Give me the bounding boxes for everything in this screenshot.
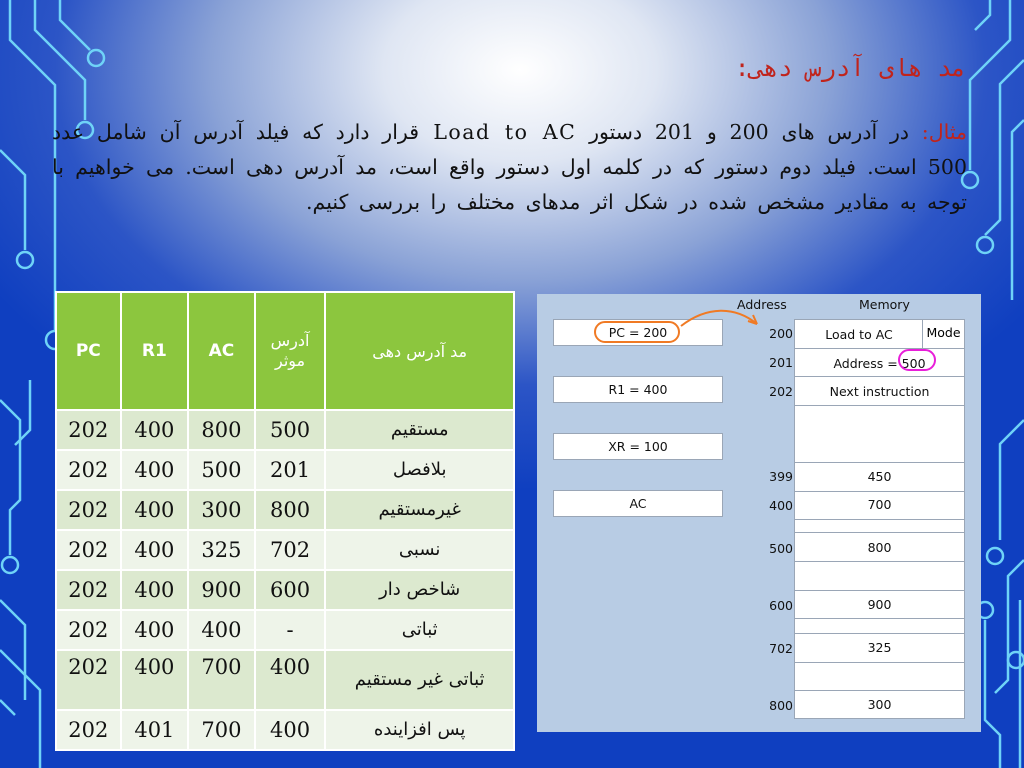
mode-cell: مستقیم	[325, 410, 514, 450]
r1-cell: 400	[121, 450, 189, 490]
address-label: 702	[769, 641, 793, 656]
memory-column	[794, 319, 965, 719]
pc-cell: 202	[56, 530, 121, 570]
memory-cell: 300	[867, 697, 892, 712]
table-row	[56, 490, 514, 530]
pc-cell: 202	[56, 710, 121, 750]
addressing-modes-table	[55, 291, 515, 751]
address-label: 800	[769, 698, 793, 713]
effective-address-cell: 600	[255, 570, 326, 610]
memory-cell: 900	[867, 597, 892, 612]
r1-cell: 401	[121, 710, 189, 750]
effective-address-cell: -	[255, 610, 326, 650]
pc-cell: 202	[56, 410, 121, 450]
effective-address-cell: 400	[255, 650, 326, 710]
address-label: 400	[769, 498, 793, 513]
address-header: Address	[737, 297, 787, 312]
header-pc: PC	[56, 292, 121, 410]
ac-cell: 800	[188, 410, 255, 450]
r1-cell: 400	[121, 570, 189, 610]
mode-field: Mode	[922, 320, 964, 348]
r1-cell: 400	[121, 530, 189, 570]
address-label: 200	[769, 326, 793, 341]
xr-register: XR = 100	[553, 433, 723, 460]
ac-cell: 500	[188, 450, 255, 490]
mode-cell: نسبی	[325, 530, 514, 570]
memory-header: Memory	[859, 297, 910, 312]
mode-cell: بلافصل	[325, 450, 514, 490]
r1-cell: 400	[121, 410, 189, 450]
table-row	[56, 710, 514, 750]
pc-highlight-circle	[594, 321, 680, 343]
effective-address-cell: 702	[255, 530, 326, 570]
effective-address-cell: 400	[255, 710, 326, 750]
example-label: مثال:	[921, 120, 968, 144]
mode-cell: شاخص دار	[325, 570, 514, 610]
mode-cell: غیرمستقیم	[325, 490, 514, 530]
ac-cell: 400	[188, 610, 255, 650]
memory-cell: 450	[867, 469, 892, 484]
pc-cell: 202	[56, 570, 121, 610]
table-row	[56, 610, 514, 650]
header-r1: R1	[121, 292, 189, 410]
ac-cell: 700	[188, 710, 255, 750]
table-row	[56, 410, 514, 450]
header-effective-address: آدرس موثر	[255, 292, 326, 410]
memory-cell: Load to AC	[825, 327, 893, 342]
memory-cell: Next instruction	[829, 384, 930, 399]
ac-cell: 300	[188, 490, 255, 530]
mode-cell: پس افزاینده	[325, 710, 514, 750]
r1-cell: 400	[121, 490, 189, 530]
r1-register: R1 = 400	[553, 376, 723, 403]
memory-cell: 700	[867, 497, 892, 512]
header-ac: AC	[188, 292, 255, 410]
pc-register: PC = 200	[553, 319, 723, 346]
pc-cell: 202	[56, 650, 121, 710]
example-text: در آدرس های 200 و 201 دستور Load to AC قرار دارد که فیلد آدرس آن شامل عدد 500 است. فیلد دوم دستور که در کلمه اول دستور واقع است، مد آدرس دهی است. می خواهیم با توجه به مقادیر مشخص شده در شکل اثر مدهای مختلف را بررسی کنیم.	[52, 120, 967, 214]
header-mode: مد آدرس دهی	[325, 292, 514, 410]
slide-title: مد های آدرس دهی:	[734, 54, 966, 82]
ac-register: AC	[553, 490, 723, 517]
ac-cell: 325	[188, 530, 255, 570]
effective-address-cell: 201	[255, 450, 326, 490]
address-label: 399	[769, 469, 793, 484]
r1-cell: 400	[121, 650, 189, 710]
ac-cell: 700	[188, 650, 255, 710]
mode-cell: ثباتی	[325, 610, 514, 650]
memory-cell: 325	[867, 640, 892, 655]
table-row	[56, 570, 514, 610]
memory-cell: Address = 500	[833, 356, 926, 371]
pc-cell: 202	[56, 450, 121, 490]
example-paragraph	[52, 115, 967, 220]
address-label: 201	[769, 355, 793, 370]
address-label: 202	[769, 384, 793, 399]
table-header-row	[56, 292, 514, 410]
address-label: 600	[769, 598, 793, 613]
address-label: 500	[769, 541, 793, 556]
r1-cell: 400	[121, 610, 189, 650]
effective-address-cell: 800	[255, 490, 326, 530]
table-row	[56, 450, 514, 490]
mode-cell: ثباتی غیر مستقیم	[325, 650, 514, 710]
effective-address-cell: 500	[255, 410, 326, 450]
address-highlight-circle	[898, 349, 936, 371]
ac-cell: 900	[188, 570, 255, 610]
table-row	[56, 530, 514, 570]
pc-cell: 202	[56, 490, 121, 530]
memory-diagram	[537, 294, 981, 732]
table-row	[56, 650, 514, 710]
pc-cell: 202	[56, 610, 121, 650]
memory-cell: 800	[867, 540, 892, 555]
pc-to-address-arrow	[677, 304, 767, 340]
